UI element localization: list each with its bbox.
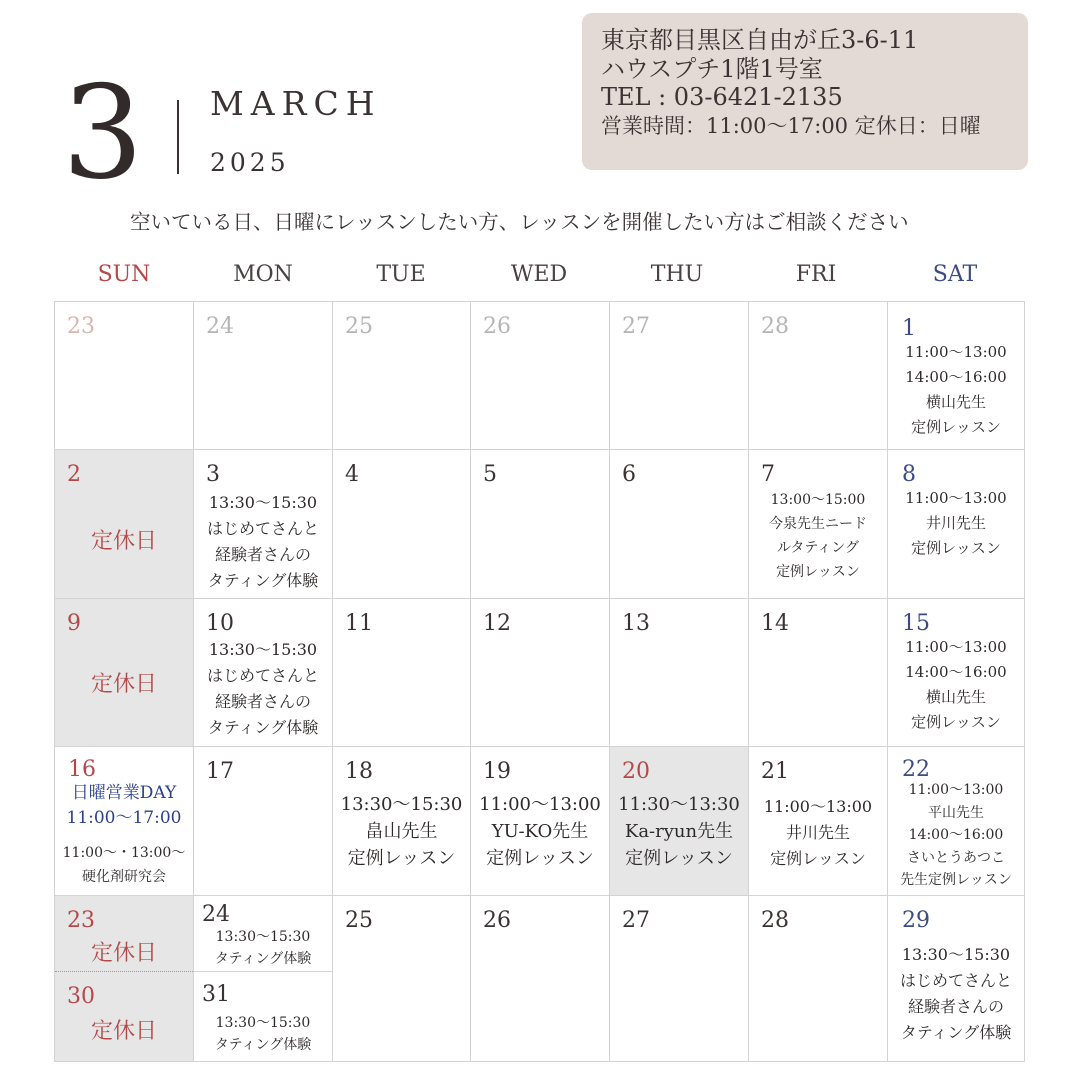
day-cell-3 <box>193 449 333 599</box>
day-number: 8 <box>902 462 916 487</box>
header-divider <box>177 100 179 174</box>
day-number: 1 <box>902 316 916 341</box>
event-line: 硬化剤研究会 <box>82 869 166 885</box>
day-number: 17 <box>206 759 234 784</box>
day-number: 21 <box>761 759 789 784</box>
day-number: 10 <box>206 611 234 636</box>
event-line: 定例レッスン <box>911 539 1001 557</box>
day-number: 27 <box>622 314 650 339</box>
event-line: 14:00〜16:00 <box>905 663 1007 681</box>
event-block <box>333 791 470 872</box>
calendar-grid <box>54 301 1024 1061</box>
event-line: タティング体験 <box>900 1023 1012 1042</box>
day-number: 28 <box>761 314 789 339</box>
address-line-1: 東京都目黒区自由が丘3-6-11 <box>601 26 919 54</box>
event-line: タティング体験 <box>214 1037 312 1053</box>
event-line: ルタティング <box>776 540 860 556</box>
day-number: 19 <box>483 759 511 784</box>
day-number: 6 <box>622 462 636 487</box>
day-number: 12 <box>483 611 511 636</box>
event-line: 11:00〜13:00 <box>908 782 1004 798</box>
event-block <box>194 637 332 741</box>
day-number: 28 <box>761 908 789 933</box>
event-block <box>194 490 332 594</box>
day-number: 30 <box>67 984 95 1009</box>
day-cell-prev-23 <box>54 301 194 450</box>
weekday-fri: FRI <box>795 262 837 287</box>
event-line: 11:00〜13:00 <box>905 638 1007 656</box>
event-line: 定例レッスン <box>347 848 456 869</box>
event-line: 11:30〜13:30 <box>618 794 740 815</box>
day-number: 3 <box>206 462 220 487</box>
closed-label: 定休日 <box>90 672 157 697</box>
day-number: 25 <box>345 314 373 339</box>
day-number: 4 <box>345 462 359 487</box>
day-cell-prev-25 <box>332 301 471 450</box>
month-number: 3 <box>62 59 144 208</box>
day-cell-18 <box>332 746 471 896</box>
event-line: 13:30〜15:30 <box>215 929 311 945</box>
day-cell-24-31 <box>193 895 333 1062</box>
day-cell-15 <box>887 598 1025 747</box>
day-cell-prev-26 <box>470 301 610 450</box>
event-block <box>888 942 1024 1046</box>
day-cell-7 <box>748 449 888 599</box>
event-line: 13:30〜15:30 <box>340 794 463 815</box>
day-cell-prev-28 <box>748 301 888 450</box>
event-block <box>194 926 332 970</box>
day-cell-11 <box>332 598 471 747</box>
event-block <box>749 488 887 584</box>
event-block <box>888 340 1024 440</box>
event-line: 経験者さんの <box>214 692 311 711</box>
event-line: はじめてさんと <box>206 666 319 685</box>
month-name: MARCH <box>210 84 382 123</box>
day-cell-28 <box>748 895 888 1062</box>
day-cell-17 <box>193 746 333 896</box>
year: 2025 <box>210 148 290 177</box>
event-line: 11:00〜13:00 <box>479 794 601 815</box>
day-number: 15 <box>902 611 930 636</box>
day-cell-5 <box>470 449 610 599</box>
day-number: 18 <box>345 759 373 784</box>
event-line: 平山先生 <box>928 804 984 821</box>
day-cell-13 <box>609 598 749 747</box>
notice-text: 空いている日、日曜にレッスンしたい方、レッスンを開催したい方はご相談ください <box>130 210 909 234</box>
day-number: 16 <box>68 757 96 782</box>
event-block <box>888 635 1024 735</box>
event-line: タティング体験 <box>207 571 319 590</box>
event-block <box>888 486 1024 561</box>
weekday-mon: MON <box>233 262 293 287</box>
event-line: 経験者さんの <box>907 997 1004 1016</box>
event-line: 11:00〜13:00 <box>763 797 873 816</box>
day-number: 14 <box>761 611 789 636</box>
day-cell-21 <box>748 746 888 896</box>
day-cell-8 <box>887 449 1025 599</box>
day-number: 13 <box>622 611 650 636</box>
event-line: 定例レッスン <box>776 564 860 580</box>
day-number: 5 <box>483 462 497 487</box>
day-number: 25 <box>345 908 373 933</box>
day-number: 7 <box>761 462 775 487</box>
event-line: 井川先生 <box>785 823 850 842</box>
event-line: 14:00〜16:00 <box>908 827 1004 843</box>
event-line: はじめてさんと <box>206 519 319 538</box>
day-cell-14 <box>748 598 888 747</box>
event-line: 定例レッスン <box>770 849 866 868</box>
day-cell-26 <box>470 895 610 1062</box>
day-number: 22 <box>902 757 930 782</box>
event-line: さいとうあつこ <box>907 849 1005 866</box>
day-number: 27 <box>622 908 650 933</box>
day-cell-prev-27 <box>609 301 749 450</box>
day-cell-19 <box>470 746 610 896</box>
event-line: 14:00〜16:00 <box>905 368 1007 386</box>
closed-label: 定休日 <box>90 529 157 554</box>
day-cell-1 <box>887 301 1025 450</box>
event-line: YU-KO先生 <box>491 821 589 842</box>
event-block <box>749 794 887 872</box>
day-cell-23-30 <box>54 895 194 1062</box>
week-split-line <box>55 971 193 972</box>
sunday-open-day <box>55 781 193 831</box>
event-line: 経験者さんの <box>214 545 311 564</box>
event-line: 11:00〜・13:00〜 <box>62 845 186 861</box>
shop-info-box <box>582 13 1028 170</box>
day-cell-25 <box>332 895 471 1062</box>
closed-label: 定休日 <box>90 1019 157 1044</box>
day-cell-prev-24 <box>193 301 333 450</box>
event-block <box>610 791 748 872</box>
day-cell-22 <box>887 746 1025 896</box>
day-cell-10 <box>193 598 333 747</box>
day-cell-27 <box>609 895 749 1062</box>
event-line: 11:00〜17:00 <box>66 808 182 828</box>
day-number: 11 <box>345 611 373 636</box>
day-number: 23 <box>67 908 95 933</box>
event-line: 日曜営業DAY <box>71 783 177 803</box>
event-line: タティング体験 <box>207 718 319 737</box>
weekday-sun: SUN <box>97 262 151 287</box>
weekday-wed: WED <box>510 262 568 287</box>
day-number: 26 <box>483 314 511 339</box>
event-line: 11:00〜13:00 <box>905 343 1007 361</box>
day-number: 24 <box>206 314 234 339</box>
event-line: 井川先生 <box>925 514 986 532</box>
day-cell-6 <box>609 449 749 599</box>
day-number: 9 <box>67 611 81 636</box>
event-block <box>888 779 1024 892</box>
week-split-line <box>194 971 332 972</box>
event-line: 13:30〜15:30 <box>901 945 1011 964</box>
event-block <box>471 791 609 872</box>
event-line: 畠山先生 <box>365 821 438 842</box>
day-cell-20 <box>609 746 749 896</box>
event-line: 定例レッスン <box>911 418 1001 436</box>
event-line: 横山先生 <box>925 393 986 411</box>
day-number: 2 <box>67 462 81 487</box>
day-number: 24 <box>202 902 230 927</box>
day-cell-16 <box>54 746 194 896</box>
event-line: 13:30〜15:30 <box>215 1015 311 1031</box>
day-cell-4 <box>332 449 471 599</box>
closed-label: 定休日 <box>90 941 157 966</box>
day-number: 23 <box>67 314 95 339</box>
phone-number: TEL : 03-6421-2135 <box>601 83 843 111</box>
weekday-sat: SAT <box>932 262 978 287</box>
day-number: 20 <box>622 759 650 784</box>
weekday-tue: TUE <box>376 262 426 287</box>
event-block <box>194 1012 332 1056</box>
day-number: 31 <box>202 982 230 1007</box>
day-cell-2 <box>54 449 194 599</box>
event-block <box>55 841 193 889</box>
event-line: 先生定例レッスン <box>900 872 1012 888</box>
business-hours: 営業時間：11:00〜17:00 定休日：日曜 <box>601 113 981 138</box>
event-line: 定例レッスン <box>486 848 594 869</box>
event-line: 今泉先生ニード <box>769 516 867 532</box>
event-line: 13:30〜15:30 <box>208 640 318 659</box>
day-number: 29 <box>902 908 930 933</box>
weekday-thu: THU <box>650 262 704 287</box>
event-line: Ka-ryun先生 <box>624 821 734 842</box>
day-number: 26 <box>483 908 511 933</box>
event-line: タティング体験 <box>214 951 312 967</box>
event-line: 11:00〜13:00 <box>905 489 1007 507</box>
day-cell-29 <box>887 895 1025 1062</box>
event-line: 13:30〜15:30 <box>208 493 318 512</box>
day-cell-9 <box>54 598 194 747</box>
event-line: 定例レッスン <box>911 713 1001 731</box>
event-line: 横山先生 <box>925 688 986 706</box>
event-line: 13:00〜15:00 <box>770 492 866 508</box>
address-line-2: ハウスプチ1階1号室 <box>601 54 823 83</box>
event-line: 定例レッスン <box>625 848 733 869</box>
day-cell-12 <box>470 598 610 747</box>
event-line: はじめてさんと <box>899 971 1012 990</box>
